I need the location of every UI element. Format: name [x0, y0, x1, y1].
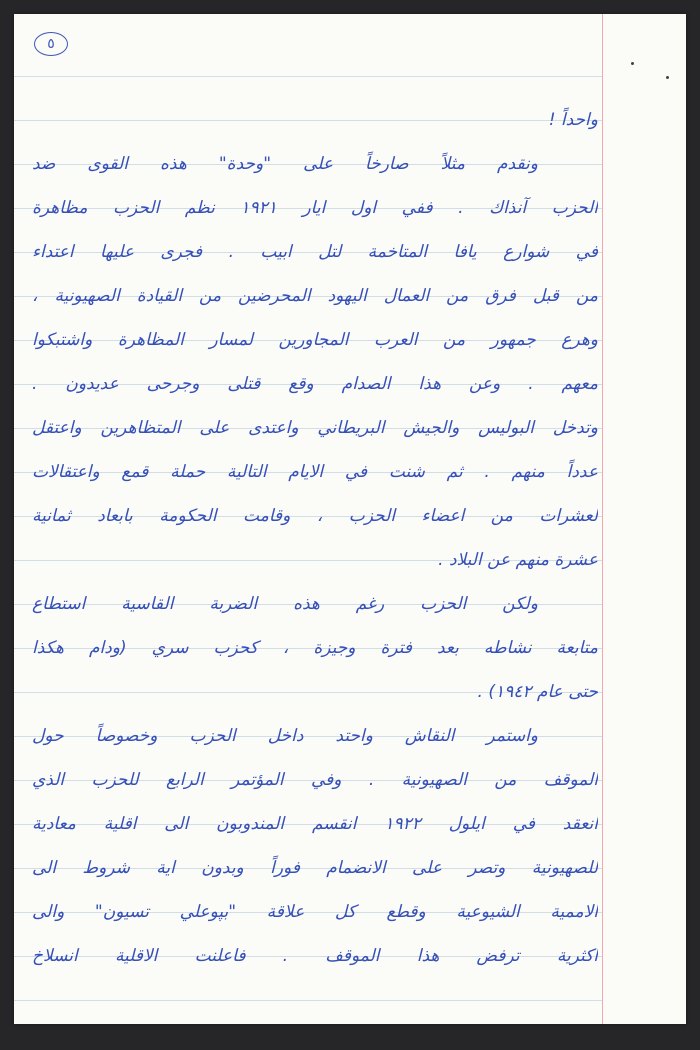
text-line: وتدخل البوليس والجيش البريطاني واعتدى على المتظاهرين واعتقل [32, 418, 598, 438]
text-line: الموقف من الصهيونية . وفي المؤتمر الرابع للحزب الذي [32, 770, 598, 790]
text-line: عشرة منهم عن البلاد . [438, 550, 598, 570]
handwritten-text [32, 98, 598, 978]
text-line: من قبل فرق من العمال اليهود المحرضين من القيادة الصهيونية ، [32, 286, 598, 306]
text-line: وهرع جمهور من العرب المجاورين لمسار المظاهرة واشتبكوا [32, 330, 598, 350]
text-line: حتى عام ١٩٤٢) . [477, 682, 598, 702]
text-line: واحداً ! [548, 110, 598, 130]
text-line: للصهيونية وتصر على الانضمام فوراً وبدون اية شروط الى [32, 858, 598, 878]
punch-dot [631, 62, 634, 65]
text-line: معهم . وعن هذا الصدام وقع قتلى وجرحى عديدون . [32, 374, 598, 394]
text-line: عدداً منهم . ثم شنت في الايام التالية حملة قمع واعتقالات [32, 462, 598, 482]
text-line: اكثرية ترفض هذا الموقف . فاعلنت الاقلية انسلاخ [32, 946, 598, 966]
text-line: الحزب آنذاك . ففي اول ايار ١٩٢١ نظم الحزب مظاهرة [32, 198, 598, 218]
text-line: لعشرات من اعضاء الحزب ، وقامت الحكومة بابعاد ثمانية [32, 506, 598, 526]
text-line: في شوارع يافا المتاخمة لتل ابيب . فجرى عليها اعتداء [32, 242, 598, 262]
page-number: ٥ [34, 32, 68, 56]
margin-line [602, 14, 603, 1024]
punch-dot [666, 76, 669, 79]
text-line: الاممية الشيوعية وقطع كل علاقة "بپوعلي تسيون" والى [32, 902, 598, 922]
text-line: ولكن الحزب رغم هذه الضربة القاسية استطاع [32, 594, 538, 614]
text-line: متابعة نشاطه بعد فترة وجيزة ، كحزب سري (ودام هكذا [32, 638, 598, 658]
notebook-page [14, 14, 686, 1024]
text-line: ونقدم مثلاً صارخاً على "وحدة" هذه القوى ضد [32, 154, 538, 174]
text-line: واستمر النقاش واحتد داخل الحزب وخصوصاً حول [32, 726, 538, 746]
text-line: انعقد في ايلول ١٩٢٢ انقسم المندوبون الى اقلية معادية [32, 814, 598, 834]
